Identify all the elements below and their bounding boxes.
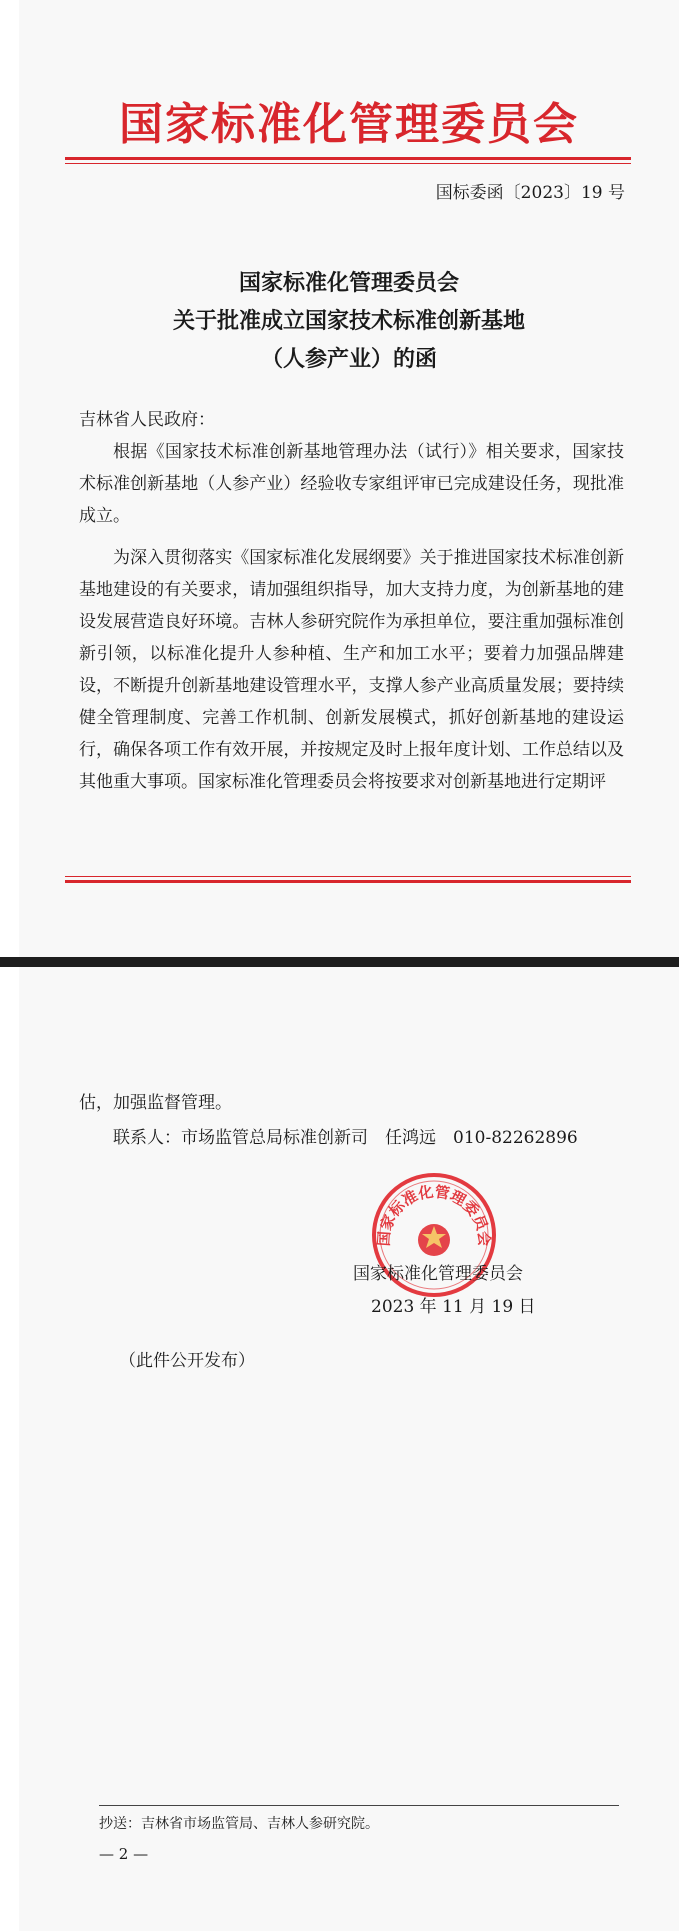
page-separator	[0, 957, 679, 967]
footer-red-rule-thin	[65, 876, 631, 877]
signature-date: 2023 年 11 月 19 日	[371, 1297, 536, 1317]
org-header: 国家标准化管理委员会	[119, 99, 579, 150]
svg-text:国家标准化管理委员会: 国家标准化管理委员会	[374, 1182, 494, 1247]
page-number: — 2 —	[99, 1845, 149, 1863]
header-red-rule-thick	[65, 157, 631, 160]
body-paragraph-1: 根据《国家技术标准创新基地管理办法（试行）》相关要求，国家技术标准创新基地（人参产业）经验收专家组评审已完成建设任务，现批准成立。	[79, 442, 624, 526]
contact-line: 联系人：市场监管总局标准创新司 任鸿远 010-82262896	[113, 1128, 578, 1148]
document-page-1	[19, 0, 679, 957]
document-page-2	[19, 967, 679, 1931]
header-red-rule-thin	[65, 163, 631, 164]
document-title-line-3: （人参产业）的函	[260, 347, 437, 372]
publish-note: （此件公开发布）	[119, 1351, 255, 1371]
continuation-text: 估，加强监督管理。	[79, 1093, 232, 1113]
cc-recipients: 抄送：吉林省市场监管局、吉林人参研究院。	[99, 1816, 379, 1832]
document-number: 国标委函〔2023〕19 号	[435, 183, 625, 203]
footer-red-rule-thick	[65, 880, 631, 883]
signature-organization: 国家标准化管理委员会	[353, 1264, 523, 1284]
salutation: 吉林省人民政府：	[79, 410, 215, 430]
document-title-line-1: 国家标准化管理委员会	[238, 271, 459, 296]
body-paragraph-2: 为深入贯彻落实《国家标准化发展纲要》关于推进国家技术标准创新基地建设的有关要求，请加强组织指导，加大支持力度，为创新基地的建设发展营造良好环境。吉林人参研究院作为承担单位，要注重加强标准创新引领，以标准化提升人参种植、生产和加工水平；要着力加强品牌建设，不断提升创新基地建设管理水平，支撑人参产业高质量发展；要持续健全管理制度、完善工作机制、创新发展模式，抓好创新基地的建设运行，确保各项工作有效开展，并按规定及时上报年度计划、工作总结以及其他重大事项。国家标准化管理委员会将按要求对创新基地进行定期评	[79, 548, 624, 792]
document-title-line-2: 关于批准成立国家技术标准创新基地	[172, 309, 525, 334]
cc-divider	[99, 1805, 619, 1806]
